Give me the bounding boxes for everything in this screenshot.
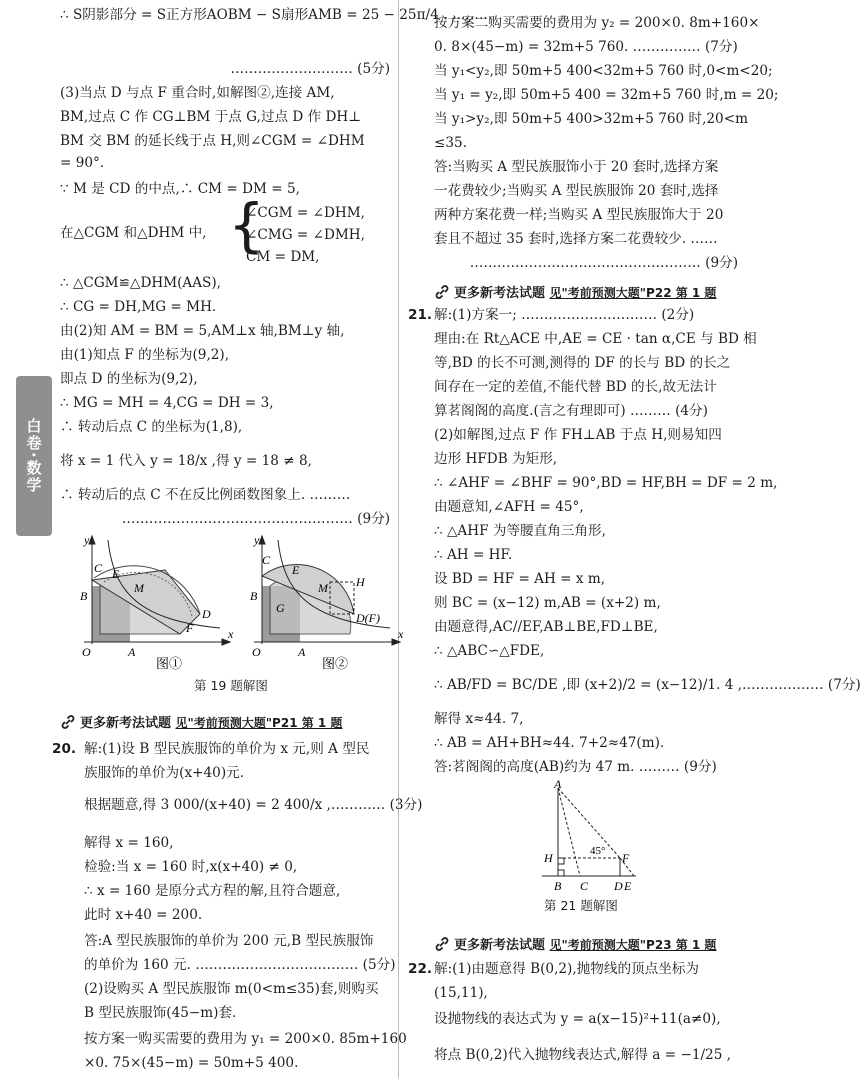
text-line: 套且不超过 35 套时,选择方案二花费较少. …… [434,231,718,247]
text-line: 的单价为 160 元. ……………………………… (5分) [84,957,396,973]
text-line: ∠CMG = ∠DMH, [246,227,365,243]
text-line: 解得 x≈44. 7, [434,711,524,727]
text-line: ∴ ∠AHF = ∠BHF = 90°,BD = HF,BH = DF = 2 m, [434,475,778,491]
fig-label: M [318,581,328,595]
text-line: 当 y₁ = y₂,即 50m+5 400 = 32m+5 760 时,m = 20; [434,87,779,103]
text-line: 间存在一定的差值,不能代替 BD 的长,故无法计 [434,379,717,395]
fig-label: H [356,575,365,589]
text-line: 当 y₁>y₂,即 50m+5 400>32m+5 760 时,20<m [434,111,748,127]
fig-label: G [276,601,285,615]
fig-label: D(F) [356,611,380,625]
text-line: 即点 D 的坐标为(9,2), [60,371,198,387]
fig-label: A [298,645,306,659]
fig-label: E [292,563,300,577]
more-ref-text[interactable]: 见"考前预测大题"P21 第 1 题 [175,716,343,730]
fig-label: 图① [156,656,183,671]
fig-label: H [544,851,553,865]
text-line: 边形 HFDB 为矩形, [434,451,558,467]
more-title-text: 更多新考法试题 [80,716,172,731]
text-line: ∴ MG = MH = 4,CG = DH = 3, [60,395,274,411]
fig-label: D [614,879,623,893]
fig-label: x [228,627,234,641]
question-number: 21. [408,307,433,323]
figure-caption: 第 19 题解图 [194,678,268,693]
figure-caption: 第 21 题解图 [544,898,618,913]
text-line: 由(1)知点 F 的坐标为(9,2), [60,347,230,363]
figure-19 [80,533,404,671]
text-line: (2)设购买 A 型民族服饰 m(0<m≤35)套,则购买 [84,981,379,997]
text-line: 将点 B(0,2)代入抛物线表达式,解得 a = −1/25 , [434,1047,731,1063]
fig-label: 45° [590,845,606,857]
text-line: B 型民族服饰(45−m)套. [84,1005,237,1021]
fig-label: x [398,627,404,641]
link-icon [434,936,450,952]
text-line: ∴ AB/FD = BC/DE ,即 (x+2)/2 = (x−12)/1. 4 ,……………… (7分) [434,677,861,693]
text-line: 理由:在 Rt△ACE 中,AE = CE · tan α,CE 与 BD 相 [434,331,757,347]
text-line: ∵ M 是 CD 的中点,∴ CM = DM = 5, [60,181,300,197]
text-line: 由题意知,∠AFH = 45°, [434,499,584,515]
fig-label: B [80,589,88,603]
fig-label: D [202,607,211,621]
text-line: 算茗阁阁的高度.(言之有理即可) ……… (4分) [434,403,708,419]
fig-label: C [94,561,103,575]
score-line: …………………………………………… (9分) [469,255,738,271]
text-line: ×0. 75×(45−m) = 50m+5 400. [84,1055,299,1071]
fig-label: 图② [322,656,349,671]
text-line: 一花费较少;当购买 A 型民族服饰 20 套时,选择 [434,183,719,199]
text-line: 按方案一购买需要的费用为 y₁ = 200×0. 85m+160 [84,1031,407,1047]
fig-label: E [624,879,632,893]
fig-label: O [252,645,261,659]
text-line: 则 BC = (x−12) m,AB = (x+2) m, [434,595,661,611]
fig-label: E [112,567,120,581]
text-line: 族服饰的单价为(x+40)元. [84,765,245,781]
text-line: 两种方案花费一样;当购买 A 型民族服饰大于 20 [434,207,724,223]
fig-label: F [622,851,630,865]
text-line: 在△CGM 和△DHM 中, [60,225,207,241]
more-questions-link[interactable] [434,934,716,953]
text-line: 检验:当 x = 160 时,x(x+40) ≠ 0, [84,859,298,875]
text-line: 由(2)知 AM = BM = 5,AM⊥x 轴,BM⊥y 轴, [60,323,345,339]
text-line: ∴ AH = HF. [434,547,513,563]
text-line: CM = DM, [246,249,320,265]
fig-label: B [554,879,562,893]
more-ref-text[interactable]: 见"考前预测大题"P23 第 1 题 [549,938,717,952]
fig-label: y [254,533,260,547]
text-line: ∴ 转动后点 C 的坐标为(1,8), [60,419,243,435]
text-line: ∴ △CGM≌△DHM(AAS), [60,275,221,291]
text-line: 由题意得,AC//EF,AB⊥BE,FD⊥BE, [434,619,658,635]
text-line: 当 y₁<y₂,即 50m+5 400<32m+5 760 时,0<m<20; [434,63,773,79]
text-line: = 90°. [60,155,105,171]
question-number: 20. [52,741,77,757]
side-tab: 白卷·数学 [16,376,52,536]
text-line: 设 BD = HF = AH = x m, [434,571,606,587]
fig-label: A [128,645,136,659]
text-line: (15,11), [434,985,488,1001]
more-title-text: 更多新考法试题 [454,938,546,953]
text-line: ∴ 转动后的点 C 不在反比例函数图象上. ……… [60,487,351,503]
more-ref-text[interactable]: 见"考前预测大题"P22 第 1 题 [549,286,717,300]
fig-label: F [186,621,194,635]
text-line: 解:(1)由题意得 B(0,2),抛物线的顶点坐标为 [434,961,700,977]
text-line: BM 交 BM 的延长线于点 H,则∠CGM = ∠DHM [60,133,365,149]
question-number: 22. [408,961,433,977]
text-line: 解:(1)设 B 型民族服饰的单价为 x 元,则 A 型民 [84,741,370,757]
score-line: …………………………………………… (9分) [121,511,390,527]
figure-21 [540,777,640,893]
score-line: ……………………… (5分) [230,61,390,77]
fig-label: B [250,589,258,603]
text-line: 答:A 型民族服饰的单价为 200 元,B 型民族服饰 [84,933,374,949]
more-title-text: 更多新考法试题 [454,286,546,301]
text-line: ∴ CG = DH,MG = MH. [60,299,217,315]
fig-label: A [554,777,562,791]
fig-label: C [262,553,271,567]
fig-label: y [84,533,90,547]
text-line: ≤35. [434,135,468,151]
text-line: 根据题意,得 3 000/(x+40) = 2 400/x ,………… (3分) [84,797,423,813]
text-line: ∴ x = 160 是原分式方程的解,且符合题意, [84,883,341,899]
figure-19-1 [84,536,230,645]
text-line: 答:茗阁阁的高度(AB)约为 47 m. ……… (9分) [434,759,717,775]
link-icon [60,714,76,730]
text-line: 设抛物线的表达式为 y = a(x−15)²+11(a≠0), [434,1011,721,1027]
text-line: ∴ △AHF 为等腰直角三角形, [434,523,606,539]
text-line: (2)如解图,过点 F 作 FH⊥AB 于点 H,则易知四 [434,427,722,443]
more-questions-link[interactable] [60,712,342,731]
more-questions-link[interactable] [434,282,716,301]
text-line: 按方案二购买需要的费用为 y₂ = 200×0. 8m+160× [434,15,760,31]
text-line: (3)当点 D 与点 F 重合时,如解图②,连接 AM, [60,85,335,101]
text-line: ∴ S阴影部分 = S正方形AOBM − S扇形AMB = 25 − 25π/4 . ……… [60,7,493,23]
text-line: 将 x = 1 代入 y = 18/x ,得 y = 18 ≠ 8, [60,453,312,469]
text-line: ∠CGM = ∠DHM, [246,205,365,221]
brace-symbol: { [228,191,265,259]
fig-label: C [580,879,589,893]
text-line: ∴ △ABC∽△FDE, [434,643,545,659]
text-line: 等,BD 的长不可测,测得的 DF 的长与 BD 的长之 [434,355,731,371]
fig-label: O [82,645,91,659]
text-line: 解:(1)方案一; ………………………… (2分) [434,307,695,323]
text-line: 0. 8×(45−m) = 32m+5 760. …………… (7分) [434,39,738,55]
fig-label: M [134,581,144,595]
text-line: 解得 x = 160, [84,835,174,851]
text-line: 答:当购买 A 型民族服饰小于 20 套时,选择方案 [434,159,719,175]
text-line: ∴ AB = AH+BH≈44. 7+2≈47(m). [434,735,665,751]
link-icon [434,284,450,300]
text-line: 此时 x+40 = 200. [84,907,203,923]
text-line: BM,过点 C 作 CG⊥BM 于点 G,过点 D 作 DH⊥ [60,109,362,125]
